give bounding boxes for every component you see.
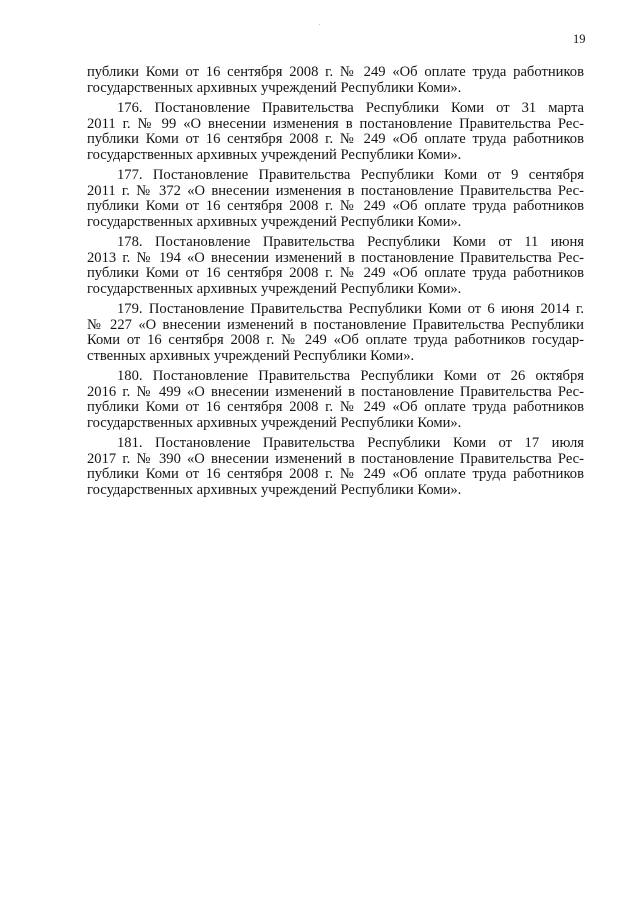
text-line: 180. Постановление Правительства Республики Коми от 26 октября [117,368,584,384]
list-item-176 [87,101,584,163]
text-line: 178. Постановление Правительства Республики Коми от 11 июня [117,234,584,250]
text-line: публики Коми от 16 сентября 2008 г. № 249 «Об оплате труда работников [87,265,584,281]
document-body [87,65,584,498]
text-line: 2011 г. № 99 «О внесении изменения в постановление Правительства Рес- [87,115,584,132]
text-line: 2017 г. № 390 «О внесении изменений в постановление Правительства Рес- [87,450,584,467]
list-item-179 [87,302,584,364]
text-line: 2011 г. № 372 «О внесении изменения в постановление Правительства Рес- [87,182,584,199]
text-line: 176. Постановление Правительства Республики Коми от 31 марта [117,100,584,116]
list-item-180 [87,369,584,431]
text-line: государственных архивных учреждений Республики Коми». [87,213,462,230]
text-line: публики Коми от 16 сентября 2008 г. № 249 «Об оплате труда работников [87,399,584,415]
text-line: 177. Постановление Правительства Республики Коми от 9 сентября [117,167,584,183]
text-line: государственных архивных учреждений Республики Коми». [87,414,462,431]
text-line: 2013 г. № 194 «О внесении изменений в постановление Правительства Рес- [87,249,584,266]
text-line: государственных архивных учреждений Республики Коми». [87,146,462,163]
text-line: 2016 г. № 499 «О внесении изменений в постановление Правительства Рес- [87,383,584,400]
text-line: публики Коми от 16 сентября 2008 г. № 249 «Об оплате труда работников [87,64,584,80]
page-number: 19 [573,32,586,46]
text-line: публики Коми от 16 сентября 2008 г. № 249 «Об оплате труда работников [87,198,584,214]
text-line: 181. Постановление Правительства Республики Коми от 17 июля [117,435,584,451]
scan-artifact [319,24,320,25]
text-line: публики Коми от 16 сентября 2008 г. № 249 «Об оплате труда работников [87,466,584,482]
text-line: государственных архивных учреждений Республики Коми». [87,280,462,297]
text-line: ственных архивных учреждений Республики Коми». [87,347,415,364]
paragraph-continuation [87,65,584,96]
text-line: государственных архивных учреждений Республики Коми». [87,481,462,498]
list-item-181 [87,436,584,498]
list-item-177 [87,168,584,230]
text-line: публики Коми от 16 сентября 2008 г. № 249 «Об оплате труда работников [87,131,584,147]
text-line: № 227 «О внесении изменений в постановление Правительства Республики [87,316,584,333]
list-item-178 [87,235,584,297]
text-line: Коми от 16 сентября 2008 г. № 249 «Об оплате труда работников государ- [87,332,584,348]
text-line: государственных архивных учреждений Республики Коми». [87,79,462,96]
text-line: 179. Постановление Правительства Республики Коми от 6 июня 2014 г. [117,301,584,317]
